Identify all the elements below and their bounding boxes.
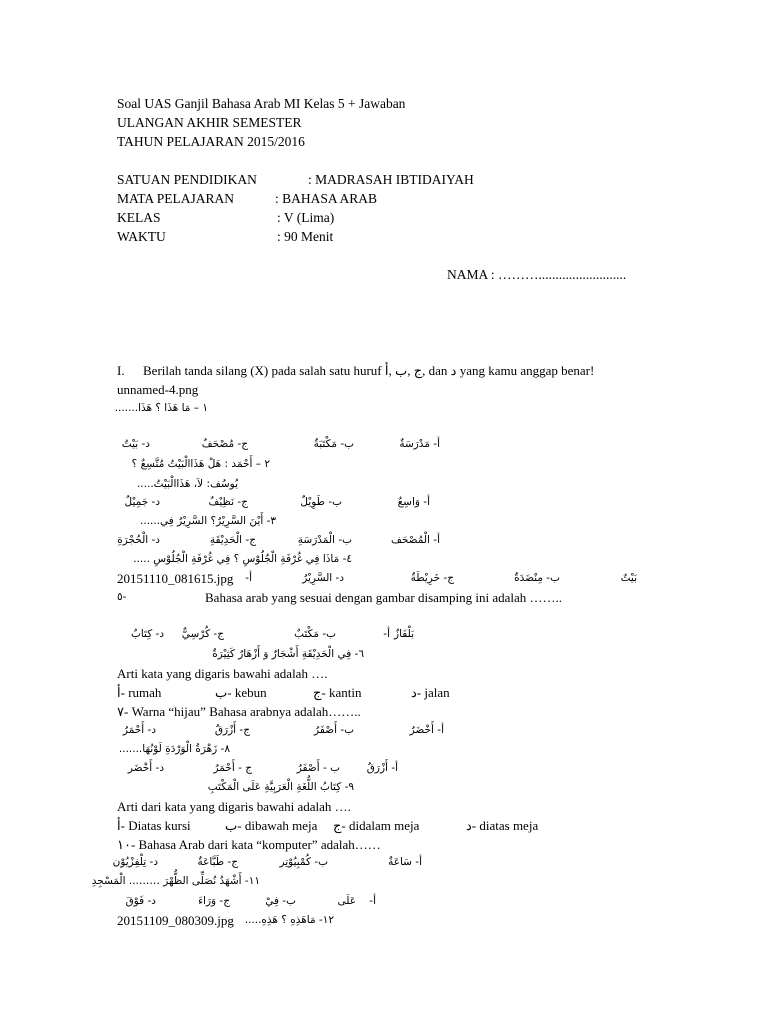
question-1: ١ – مَا هَذَا ؟ هَذَا....... — [114, 402, 208, 414]
mapel-label: MATA PELAJARAN — [117, 191, 235, 206]
satuan-label: SATUAN PENDIDIKAN — [117, 172, 257, 187]
question-10: ١٠- Bahasa Arab dari kata “komputer” adalah…… — [117, 837, 381, 852]
q4-option-a: بَيْتٌ — [620, 572, 637, 584]
question-4: ٤- مَاذَا فِي غُرْفَةِ الْجُلُوْسِ ؟ فِي غُرْفَةِ الْجُلُوْسِ ..... — [133, 553, 352, 565]
q11-option-c: ج- وَرَاءَ — [198, 895, 230, 907]
kelas-label: KELAS — [117, 210, 161, 225]
q4-option-c: ج- خَرِيْطَةٌ — [410, 572, 454, 584]
q7-option-d: د- أَحْمَرُ — [122, 724, 156, 736]
image-placeholder-2: 20151110_081615.jpg — [117, 571, 234, 586]
q2-option-b: ب- طَوِيْلٌ — [300, 496, 342, 508]
q11-option-a: أ- — [369, 895, 376, 907]
q6-option-c: ج- kantin — [313, 685, 362, 700]
q8-option-d: د- أَخْضَر — [127, 762, 164, 774]
q7-option-a: أ- أَخْضَرُ — [409, 724, 444, 736]
document-title: Soal UAS Ganjil Bahasa Arab MI Kelas 5 + Jawaban — [117, 96, 406, 111]
q6-option-d: د- jalan — [411, 685, 450, 700]
question-11: ١١- أَشْهَدُ نُصَلِّى الظُّهْرَ ……... الْمَسْجِدِ — [91, 875, 260, 887]
question-9-arabic: ٩- كِتَابُ اللُّغَةِ الْعَرَبِيَّةِ عَلَى الْمَكْتَبِ — [207, 781, 354, 793]
q1-option-c: ج- مُصْحَفٌ — [201, 438, 248, 450]
mapel-value: : BAHASA ARAB — [275, 191, 378, 206]
q10-option-c: ج- طَبَّاعَةٌ — [197, 856, 238, 868]
q3-option-c: ج- الْحَدِيْقَةِ — [209, 534, 256, 546]
q8-option-b: ب - أَصْفَرُ — [296, 762, 340, 774]
q4-option-b: ب- مِنْضَدَةٌ — [514, 572, 560, 584]
q9-option-b: ب- dibawah meja — [225, 818, 318, 833]
question-5-number: ٥- — [117, 591, 127, 603]
q1-option-a: أ- مَدْرَسَةٌ — [399, 438, 440, 450]
question-5: Bahasa arab yang sesuai dengan gambar disamping ini adalah …….. — [205, 590, 563, 605]
question-6-arabic: ٦- فِي الْحَدِيْقَةِ أَشْجَارٌ وَ أَزْهَارٌ كَثِيْرَةٌ — [212, 648, 364, 660]
q9-option-c: ج- didalam meja — [333, 818, 420, 833]
waktu-value: : 90 Menit — [277, 229, 334, 244]
q8-option-c: ج - أَحْمَرُ — [213, 762, 252, 774]
q9-option-d: د- diatas meja — [466, 818, 539, 833]
q2-option-a: أ- وَاسِعٌ — [397, 496, 430, 508]
q7-option-c: ج- أَزْرَقُ — [214, 724, 250, 736]
academic-year: TAHUN PELAJARAN 2015/2016 — [117, 134, 305, 149]
q3-option-b: ب- الْمَدْرَسَةِ — [297, 534, 352, 546]
question-2-line-2: يُوسُف: لاَ، هَذَاالْبَيْتُ..... — [136, 478, 238, 490]
q8-option-a: أ- أَزْرَقُ — [366, 762, 398, 774]
waktu-label: WAKTU — [117, 229, 166, 244]
image-placeholder-1: unnamed-4.png — [117, 382, 199, 397]
q10-option-b: ب- كُمْبِيُوْتِر — [279, 856, 328, 868]
q10-option-d: د- تِلْفِزْيُوْن — [112, 856, 158, 868]
q6-option-a: أ- rumah — [117, 685, 162, 700]
question-2-line-1: ٢ – أَحْمَد : هَلْ هَذَاالْبَيْتُ مُتَّسِعٌ ؟ — [131, 458, 270, 470]
q3-option-d: د- الْحُجْرَةِ — [117, 534, 160, 546]
q10-option-a: أ- سَاعَةٌ — [388, 856, 422, 868]
question-12: ١٢- مَاهَذِهِ ؟ هَذِهِ..... — [244, 914, 334, 926]
q1-option-d: د- بَيْتٌ — [121, 438, 150, 450]
question-9: Arti dari kata yang digaris bawahi adalah …. — [117, 799, 351, 814]
q5-option-d: د- كِتَابٌ — [130, 628, 164, 640]
q7-option-b: ب- أَصْفَرُ — [314, 724, 354, 736]
exam-subtitle: ULANGAN AKHIR SEMESTER — [117, 115, 302, 130]
q9-option-a: أ- Diatas kursi — [117, 818, 191, 833]
question-6: Arti kata yang digaris bawahi adalah …. — [117, 666, 328, 681]
q11-option-b: ب- فِيْ — [265, 895, 296, 907]
nama-field: NAMA : ……….......................... — [447, 267, 627, 282]
satuan-value: : MADRASAH IBTIDAIYAH — [308, 172, 474, 187]
question-8: ٨- زَهْرَةُ الْوَرْدَةِ لَوْنُهَا....... — [118, 743, 230, 755]
q4-option-a-prefix: أ- — [245, 572, 252, 584]
q2-option-d: د- جَمِيْلٌ — [124, 496, 160, 508]
q2-option-c: ج- نَظِيْفٌ — [208, 496, 248, 508]
q5-option-a: أ- — [383, 628, 390, 640]
q4-option-d: د- السَّرِيْرُ — [302, 572, 344, 584]
section-instruction: Berilah tanda silang (X) pada salah satu huruf ج ,ب ,أ, dan د yang kamu anggap benar! — [143, 363, 595, 378]
kelas-value: : V (Lima) — [277, 210, 335, 225]
q5-option-b: ب- مَكْتَبٌ — [294, 628, 336, 640]
q11-option-a-word: عَلَى — [337, 895, 356, 907]
q11-option-d: د- فَوْقَ — [125, 895, 156, 907]
q3-option-a: أ- الْمُصْحَف — [391, 534, 440, 546]
question-7: ٧- Warna “hijau” Bahasa arabnya adalah…….. — [117, 704, 361, 719]
q5-option-c: ج- كُرْسِيٌّ — [181, 628, 224, 640]
q6-option-b: ب- kebun — [215, 685, 267, 700]
q5-option-a-word: بَلْفَازٌ — [394, 628, 414, 640]
image-placeholder-3: 20151109_080309.jpg — [117, 913, 234, 928]
question-3: ٣- أَيْنَ السَّرِيْرُ؟ السَّرِيْرُ فِي...... — [140, 515, 276, 527]
q1-option-b: ب- مَكْتَبَةٌ — [313, 438, 354, 450]
section-number: I. — [117, 363, 125, 378]
